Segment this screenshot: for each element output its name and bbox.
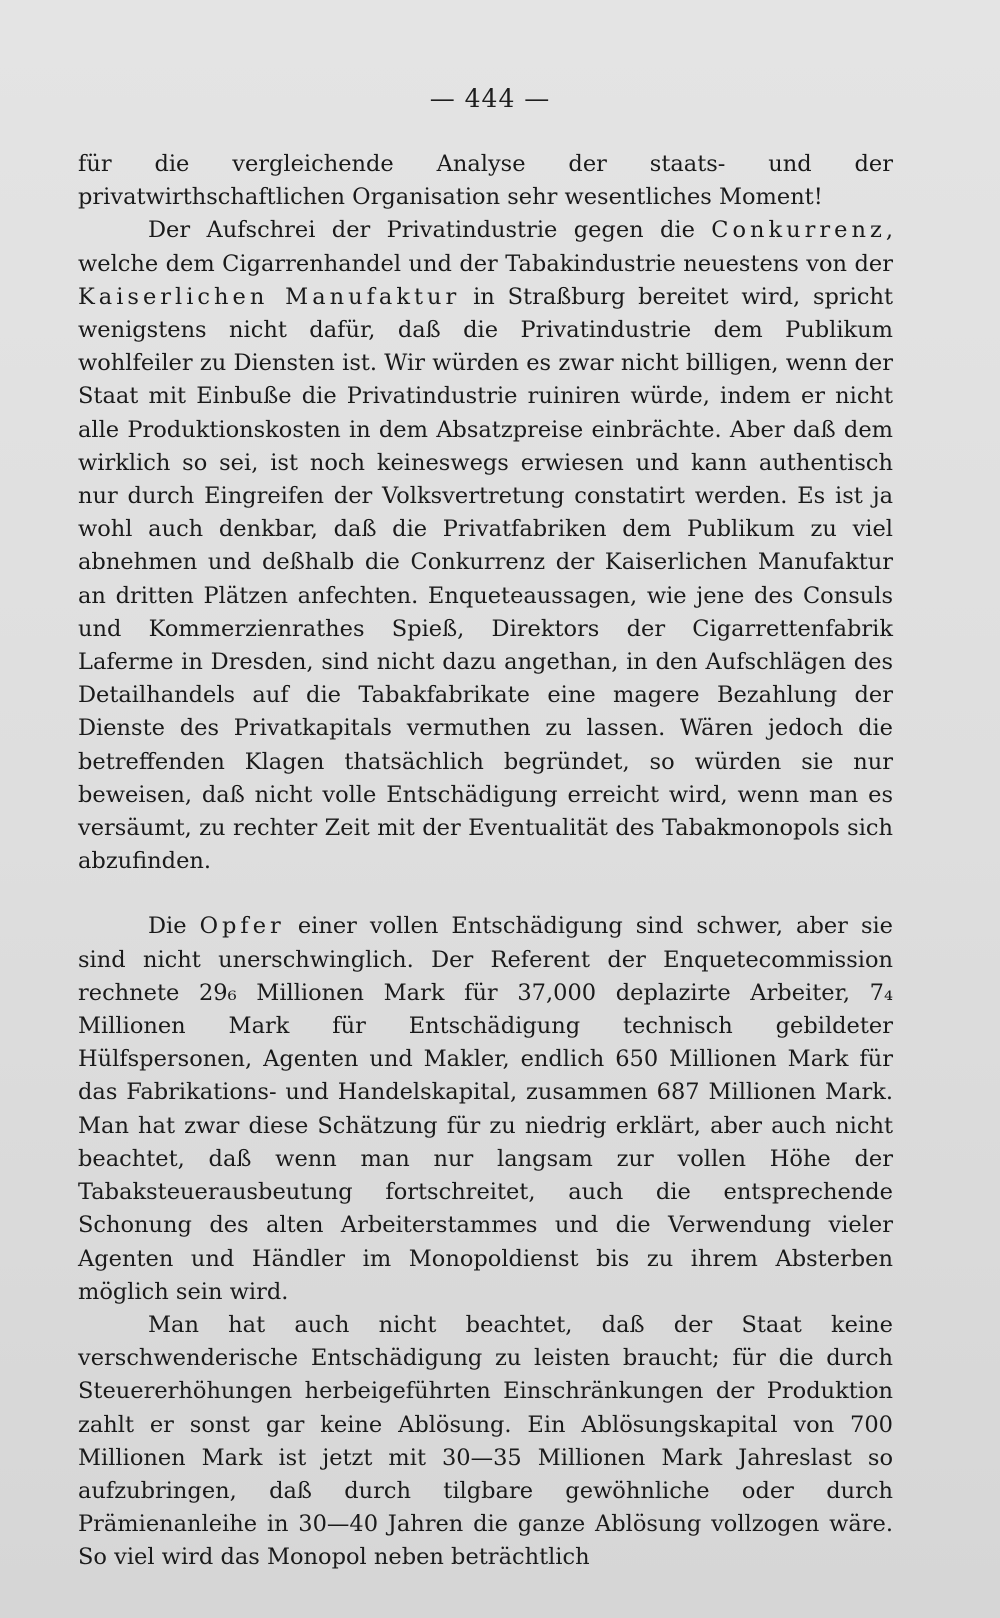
text-run: Die <box>148 913 200 940</box>
spaced-emphasis: Conkurrenz <box>711 217 886 244</box>
paragraph-3 <box>78 910 893 1308</box>
text-run: einer vollen Entschädigung sind schwer, aber sie sind nicht unerschwinglich. Der Referent der Enquetecommission rechnete 29₆ Millionen Mark für 37,000 deplazirte Arbeiter, 7₄ Millionen Mark für Entschädigung technisch gebildeter Hülfspersonen, Agenten und Makler, endlich 650 Millionen Mark für das Fabrikations- und Handelskapital, zusammen 687 Millionen Mark. Man hat zwar diese Schätzung für zu niedrig erklärt, aber auch nicht beachtet, daß wenn man nur langsam zur vollen Höhe der Tabaksteuerausbeutung fortschreitet, auch die entsprechende Schonung des alten Arbeiterstammes und die Verwendung vieler Agenten und Händler im Monopoldienst bis zu ihrem Absterben möglich sein wird. <box>78 913 893 1305</box>
text-run: Der Aufschrei der Privatindustrie gegen die <box>148 217 712 244</box>
spaced-emphasis: Kaiserlichen Manufaktur <box>78 283 461 310</box>
text-run: Man hat auch nicht beachtet, daß der Staat keine verschwenderische Entschädigung zu leisten braucht; für die durch Steuererhöhungen herbeigeführten Einschränkungen der Produktion zahlt er sonst gar keine Ablösung. Ein Ablösungskapital von 700 Millionen Mark ist jetzt mit 30—35 Millionen Mark Jahreslast so aufzubringen, daß durch tilgbare gewöhnliche oder durch Prämienanleihe in 30—40 Jahren die ganze Ablösung vollzogen wäre. So viel wird das Monopol neben beträchtlich <box>78 1311 893 1571</box>
text-run: für die vergleichende Analyse der staats- und der privatwirthschaftlichen Organisation sehr wesentliches Moment! <box>78 151 893 211</box>
paragraph-1 <box>78 148 893 214</box>
paragraph-2 <box>78 214 893 878</box>
page-number: — 444 — <box>429 84 551 113</box>
body-text <box>78 148 893 1575</box>
paragraph-4 <box>78 1309 893 1575</box>
text-run: , welche dem Cigarrenhandel und der Tabakindustrie neuestens von der <box>78 217 893 277</box>
spaced-emphasis: Opfer <box>199 913 285 940</box>
text-run: in Straßburg bereitet wird, spricht wenigstens nicht dafür, daß die Privatindustrie dem Publikum wohlfeiler zu Diensten ist. Wir würden es zwar nicht billigen, wenn der Staat mit Einbuße die Privatindustrie ruiniren würde, indem er nicht alle Produktionskosten in dem Absatzpreise einbrächte. Aber daß dem wirklich so sei, ist noch keineswegs erwiesen und kann authentisch nur durch Eingreifen der Volksvertretung constatirt werden. Es ist ja wohl auch denkbar, daß die Privatfabriken dem Publikum zu viel abnehmen und deßhalb die Conkurrenz der Kaiserlichen Manufaktur an dritten Plätzen anfechten. Enqueteaussagen, wie jene des Consuls und Kommerzienrathes Spieß, Direktors der Cigarrettenfabrik Laferme in Dresden, sind nicht dazu angethan, in den Aufschlägen des Detailhandels auf die Tabakfabrikate eine magere Bezahlung der Dienste des Privatkapitals vermuthen zu lassen. Wären jedoch die betreffenden Klagen thatsächlich begründet, so würden sie nur beweisen, daß nicht volle Entschädigung erreicht wird, wenn man es versäumt, zu rechter Zeit mit der Eventualität des Tabakmonopols sich abzufinden. <box>78 283 893 875</box>
